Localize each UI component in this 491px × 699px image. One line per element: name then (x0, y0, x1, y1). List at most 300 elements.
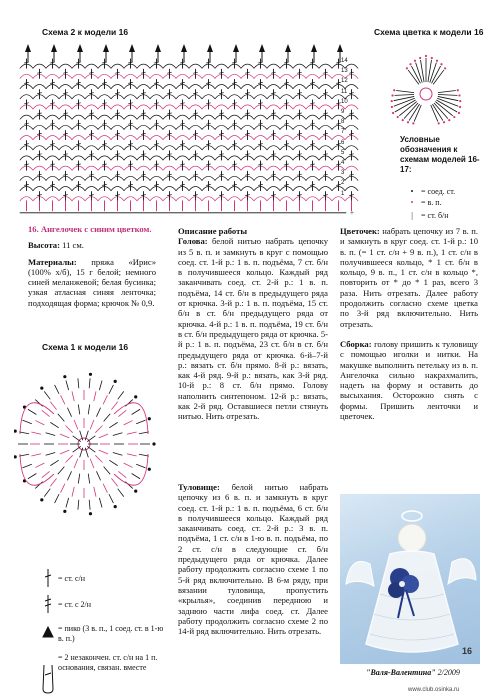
dc-bar (155, 184, 159, 185)
round-stitch (42, 471, 50, 477)
chain-arch (267, 187, 280, 191)
flower-chain (414, 60, 416, 62)
chain-arch (85, 166, 98, 170)
dc-bar (116, 154, 120, 155)
flower-chain (397, 116, 399, 118)
chain-arch (163, 64, 176, 68)
photo-number: 16 (461, 646, 472, 656)
site-url: www.club.osinka.ru (408, 687, 460, 693)
picot-mark (148, 417, 151, 420)
dc-bar (337, 103, 341, 104)
sc-symbol: | (411, 211, 413, 220)
picot-mark (103, 44, 109, 52)
chain-arch (319, 105, 332, 109)
chain-arch (33, 146, 46, 150)
dc-bar (233, 82, 237, 83)
dc-bar (64, 195, 68, 196)
chain-arch (46, 156, 59, 160)
dc-bar (90, 72, 94, 73)
dc-bar (272, 113, 276, 114)
dc-bar (38, 113, 42, 114)
chain-arch (254, 176, 267, 180)
dc-bar (38, 195, 42, 196)
dc-bar (220, 93, 224, 94)
round-stitch (74, 459, 78, 468)
chain-arch (306, 74, 319, 78)
chain-arch (293, 166, 306, 170)
round-stitch (118, 489, 124, 497)
round-stitch (89, 500, 90, 510)
flower-chain (448, 119, 450, 121)
round-stitch (136, 464, 145, 468)
dc-bar (90, 195, 94, 196)
chain-arch (33, 64, 46, 68)
chain-arch (33, 105, 46, 109)
chain-arch (33, 85, 46, 89)
dc-bar (103, 82, 107, 83)
flower-chain (440, 63, 442, 65)
dc-bar (90, 154, 94, 155)
chain-arch (20, 176, 33, 180)
dc-bar (220, 174, 224, 175)
dc-bar (90, 93, 94, 94)
legend-top-item-text: = ст. б/н (421, 211, 449, 220)
picot-mark (152, 442, 155, 445)
picot-mark (134, 395, 137, 398)
chain-arch (59, 85, 72, 89)
chain-arch (228, 136, 241, 140)
dc-bar (324, 195, 328, 196)
dc-bar (25, 103, 29, 104)
chain-arch (20, 74, 33, 78)
dc-bar (272, 174, 276, 175)
chain-arch (215, 166, 228, 170)
dc-bar (207, 184, 211, 185)
dc-bar (272, 154, 276, 155)
round-stitch (118, 410, 126, 416)
round-stitch (113, 452, 123, 455)
chain-arch (241, 146, 254, 150)
round-stitch (66, 455, 73, 462)
dc-bar (220, 154, 224, 155)
picot-mark (89, 373, 92, 376)
dc-bar (51, 62, 55, 63)
round-stitch (19, 432, 29, 434)
dc-bar (129, 103, 133, 104)
chain-arch (254, 197, 267, 201)
caption-issue: 2/2009 (437, 668, 460, 677)
dc-bar (246, 174, 250, 175)
picot-mark (148, 468, 151, 471)
picot-mark (51, 44, 57, 52)
chain-arch (215, 105, 228, 109)
dc-bar (337, 62, 341, 63)
chain-arch (215, 146, 228, 150)
dc-bar (168, 133, 172, 134)
dc-bar (116, 72, 120, 73)
dc-bar (25, 144, 29, 145)
chain-arch (137, 105, 150, 109)
dc-bar (38, 93, 42, 94)
picot-mark (77, 44, 83, 52)
model-title: 16. Ангелочек с синим цветком. (28, 224, 152, 234)
round-stitch (78, 474, 79, 484)
dc-bar (129, 82, 133, 83)
sl-stitch-symbol: • (410, 187, 414, 196)
round-stitch (139, 432, 149, 434)
wing-arch (114, 454, 148, 485)
chain-arch (72, 95, 85, 99)
dc-bar (142, 93, 146, 94)
dc-bar (272, 133, 276, 134)
chain-arch (254, 136, 267, 140)
chain-arch (189, 125, 202, 129)
dc-bar (337, 82, 341, 83)
round-stitch (61, 395, 65, 404)
scheme2-header: Схема 2 к модели 16 (42, 27, 129, 37)
round-stitch (111, 402, 117, 410)
flower-chain (409, 63, 411, 65)
round-stitch (103, 484, 107, 493)
chain-arch (137, 166, 150, 170)
round-stitch (94, 487, 96, 497)
row-number: 1 (341, 190, 345, 197)
dc-bar (285, 144, 289, 145)
dc-bar (155, 62, 159, 63)
body-instructions-block (178, 482, 328, 636)
chain-arch (293, 125, 306, 129)
legend-top-items (403, 186, 455, 221)
dc-bar (311, 144, 315, 145)
dc-bar (233, 164, 237, 165)
dc-bar (350, 113, 354, 114)
angel-photo (340, 494, 480, 664)
dc-bar (142, 72, 146, 73)
chain-arch (319, 125, 332, 129)
chain-arch (85, 146, 98, 150)
dc-bar (77, 123, 81, 124)
picot-mark (233, 44, 239, 52)
chain-arch (319, 85, 332, 89)
chain-arch (241, 64, 254, 68)
flower-label: Цветочек: (340, 226, 380, 236)
dc-bar (311, 82, 315, 83)
chain-arch (280, 176, 293, 180)
dc-bar (246, 133, 250, 134)
chain-arch (98, 115, 111, 119)
round-stitch (78, 378, 79, 388)
chain-arch (20, 95, 33, 99)
picot-mark (207, 44, 213, 52)
chain-arch (241, 166, 254, 170)
round-stitch (73, 446, 81, 452)
dc-bar (51, 184, 55, 185)
dc-bar (207, 82, 211, 83)
chain-arch (254, 95, 267, 99)
legend-dc2tog: = 2 незакончен. ст. с/н на 1 п. основания, связан. вместе (58, 653, 158, 672)
round-stitch (66, 426, 73, 433)
chain-arch (111, 187, 124, 191)
chain-arch (137, 125, 150, 129)
dc-bar (129, 123, 133, 124)
chain-arch (228, 156, 241, 160)
dc-bar (25, 164, 29, 165)
round-stitch (104, 414, 111, 422)
body-instructions: белой нитью набрать цепочку из 6 в. п. и замкнуть в круг соед. ст. 1-й р.: 1 в. п. подъёма, 6 ст. б/н в получившееся кольцо. Каждый ряд заканчивать соед. ст. 2-й р.: 3 в. п. подъёма, 1 ст. с/н в 1-ю в. п. подъёма, по 2 ст. с/н в следующие ст. б/н предыдущего ряда от крючка. Далее работу продолжить согласно схеме 1 по 5-й ряд включительно. В 6-м ряду, при вязании туловища, пропустить «крылья», соединив переднюю и заднюю части лифа соед. ст. Далее работу продолжить согласно схеме 2 по 14-й ряд включительно. Нить отрезать. (178, 482, 328, 637)
dc-bar (337, 164, 341, 165)
chain-arch (306, 197, 319, 201)
round-stitch (46, 452, 56, 455)
dc-bar (194, 113, 198, 114)
chain-arch (189, 166, 202, 170)
round-stitch (127, 454, 137, 456)
photo-caption (366, 668, 460, 677)
picot-mark (134, 490, 137, 493)
dc-bar (168, 174, 172, 175)
dc-bar (181, 103, 185, 104)
assembly-label: Сборка: (340, 338, 372, 349)
dc-bar (155, 164, 159, 165)
dc-bar (259, 123, 263, 124)
dc-bar (324, 133, 328, 134)
round-stitch (44, 391, 50, 399)
chain-arch (267, 64, 280, 68)
description-heading: Описание работы (178, 226, 248, 236)
dc-bar (220, 113, 224, 114)
legend-top-item-text: = в. п. (421, 198, 442, 207)
dc-bar (233, 62, 237, 63)
dc-bar (246, 72, 250, 73)
round-stitch (72, 391, 74, 401)
round-stitch (50, 422, 58, 427)
height-label: Высота: (28, 240, 60, 251)
round-stitch (58, 467, 65, 475)
chain-arch (215, 125, 228, 129)
picot-mark (129, 44, 135, 52)
flower-chain (406, 67, 408, 69)
dc-bar (220, 133, 224, 134)
dc-bar (194, 195, 198, 196)
chain-arch (241, 105, 254, 109)
round-stitch (60, 450, 69, 454)
chain-arch (319, 187, 332, 191)
chain-arch (150, 156, 163, 160)
chain-arch (267, 125, 280, 129)
dc-bar (181, 82, 185, 83)
chain-arch (124, 74, 137, 78)
dc-bar (168, 72, 172, 73)
dc-bar (181, 184, 185, 185)
dc-bar (194, 154, 198, 155)
dc-bar (311, 123, 315, 124)
chain-arch (215, 64, 228, 68)
round-stitch (90, 459, 94, 468)
chain-arch (98, 95, 111, 99)
chain-arch (280, 136, 293, 140)
chain-arch (228, 197, 241, 201)
round-stitch (31, 432, 41, 434)
dc-bar (350, 195, 354, 196)
dc-bar (324, 154, 328, 155)
round-stitch (109, 494, 113, 503)
dc-bar (350, 133, 354, 134)
dc-bar (285, 123, 289, 124)
dc-bar (168, 195, 172, 196)
dc-bar (64, 154, 68, 155)
dc-bar (285, 82, 289, 83)
round-stitch (132, 409, 141, 414)
round-stitch (118, 471, 126, 477)
chain-arch (59, 125, 72, 129)
picot-mark (63, 510, 66, 513)
row-number: 5 (341, 149, 345, 156)
dc-bar (246, 195, 250, 196)
dc-bar (207, 164, 211, 165)
chain-arch (111, 105, 124, 109)
picot-mark (285, 44, 291, 52)
picot-mark (311, 44, 317, 52)
dc-bar (311, 62, 315, 63)
chain-arch (111, 125, 124, 129)
chain-arch (124, 156, 137, 160)
row-number: 13 (341, 68, 348, 75)
dc-bar (246, 154, 250, 155)
flower-chain (425, 55, 427, 57)
dc-bar (194, 72, 198, 73)
chain-arch (215, 85, 228, 89)
round-stitch (139, 454, 149, 456)
chain-arch (85, 187, 98, 191)
chain-arch (20, 156, 33, 160)
flower-chain (391, 106, 393, 108)
dc-bar (324, 72, 328, 73)
chain-arch (306, 95, 319, 99)
chain-arch (293, 64, 306, 68)
chain-arch (137, 85, 150, 89)
chain-arch (85, 125, 98, 129)
chain-arch (163, 125, 176, 129)
dc-bar (103, 123, 107, 124)
round-stitch (78, 500, 79, 510)
dc-bar (233, 123, 237, 124)
materials-text: пряжа «Ирис» (100% х/б), 15 г белой; немного синей меланжевой; белая бусинка; узкая атласная синяя ленточка; подходящая форма; крючок № 0,9. (28, 256, 156, 308)
dc-bar (311, 103, 315, 104)
picot-mark (63, 375, 66, 378)
chain-arch (137, 146, 150, 150)
round-stitch (94, 391, 96, 401)
dc-bar (64, 113, 68, 114)
flower-chain (443, 121, 445, 123)
dc-bar (90, 174, 94, 175)
dc-bar (207, 123, 211, 124)
dc-bar (77, 62, 81, 63)
row-number: 14 (341, 58, 348, 64)
round-stitch (67, 408, 71, 417)
chain-arch (163, 105, 176, 109)
round-stitch (42, 410, 50, 416)
dc-bar (181, 164, 185, 165)
chain-arch (254, 156, 267, 160)
chain-arch (59, 187, 72, 191)
flower-chain (391, 100, 393, 102)
picot-mark (14, 455, 17, 458)
picot-mark (181, 44, 187, 52)
flower-chain (431, 57, 433, 59)
dc-bar (142, 133, 146, 134)
legend-top-item-text: = соед. ст. (421, 187, 456, 196)
dc-bar (220, 72, 224, 73)
round-stitch (35, 463, 44, 467)
chain-arch (85, 64, 98, 68)
chain-arch (176, 197, 189, 201)
caption-title: "Валя-Валентина" (366, 668, 436, 677)
round-stitch (35, 421, 44, 425)
chain-arch (254, 115, 267, 119)
chain-arch (85, 85, 98, 89)
row-number: 12 (341, 78, 348, 85)
scheme2-row-numbers (341, 56, 348, 199)
dc-bar (116, 195, 120, 196)
round-stitch (136, 420, 145, 424)
chain-arch (72, 136, 85, 140)
picot-mark (25, 44, 31, 52)
dc-bar (103, 164, 107, 165)
dc-bar (142, 154, 146, 155)
chain-arch (124, 115, 137, 119)
dc-bar (77, 82, 81, 83)
round-stitch (104, 467, 111, 475)
round-stitch (132, 473, 141, 478)
dc-bar (246, 113, 250, 114)
dc-bar (25, 123, 29, 124)
dc-bar (337, 144, 341, 145)
round-stitch (22, 464, 31, 468)
dc-bar (259, 82, 263, 83)
round-stitch (96, 471, 100, 480)
chain-arch (33, 187, 46, 191)
chain-arch (176, 74, 189, 78)
dc-bar (38, 72, 42, 73)
round-stitch (67, 471, 71, 480)
chain-arch (293, 105, 306, 109)
dc-bar (350, 93, 354, 94)
dc-bar (142, 195, 146, 196)
dc-bar (64, 174, 68, 175)
dc-bar (285, 184, 289, 185)
flower-instructions: набрать цепочку из 7 в. п. и замкнуть в круг соед. ст. 1-й р.: 10 в. п. (= 1 ст. с/н + 9 в. п.), 1 ст. с/н в получившееся кольцо, * 1 ст. б/н в кольцо, 9 в. п., 1 ст. с/н в кольцо *, повторить от * до * 1 раз, всего 3 раза. Нить отрезать. Далее работу продолжить согласно схеме цветка по 3-й ряд включительно. Нить отрезать. (340, 226, 478, 329)
dc-bar (103, 144, 107, 145)
chain-arch (319, 166, 332, 170)
middle-column-text (178, 226, 328, 422)
dc-bar (298, 154, 302, 155)
chain-arch (59, 166, 72, 170)
legend-tr: = ст. с 2/н (58, 599, 92, 609)
flower-chain (436, 60, 438, 62)
chain-arch (280, 115, 293, 119)
flower-ring (420, 88, 432, 100)
dc-bar (116, 133, 120, 134)
chain-arch (163, 146, 176, 150)
chain-arch (59, 146, 72, 150)
round-stitch (19, 454, 29, 456)
dc-bar (181, 62, 185, 63)
flower-chain (393, 89, 395, 91)
row-number: 4 (341, 160, 345, 167)
chain-arch (150, 115, 163, 119)
round-stitch (50, 402, 56, 410)
dc-bar (90, 133, 94, 134)
round-stitch (22, 420, 31, 424)
